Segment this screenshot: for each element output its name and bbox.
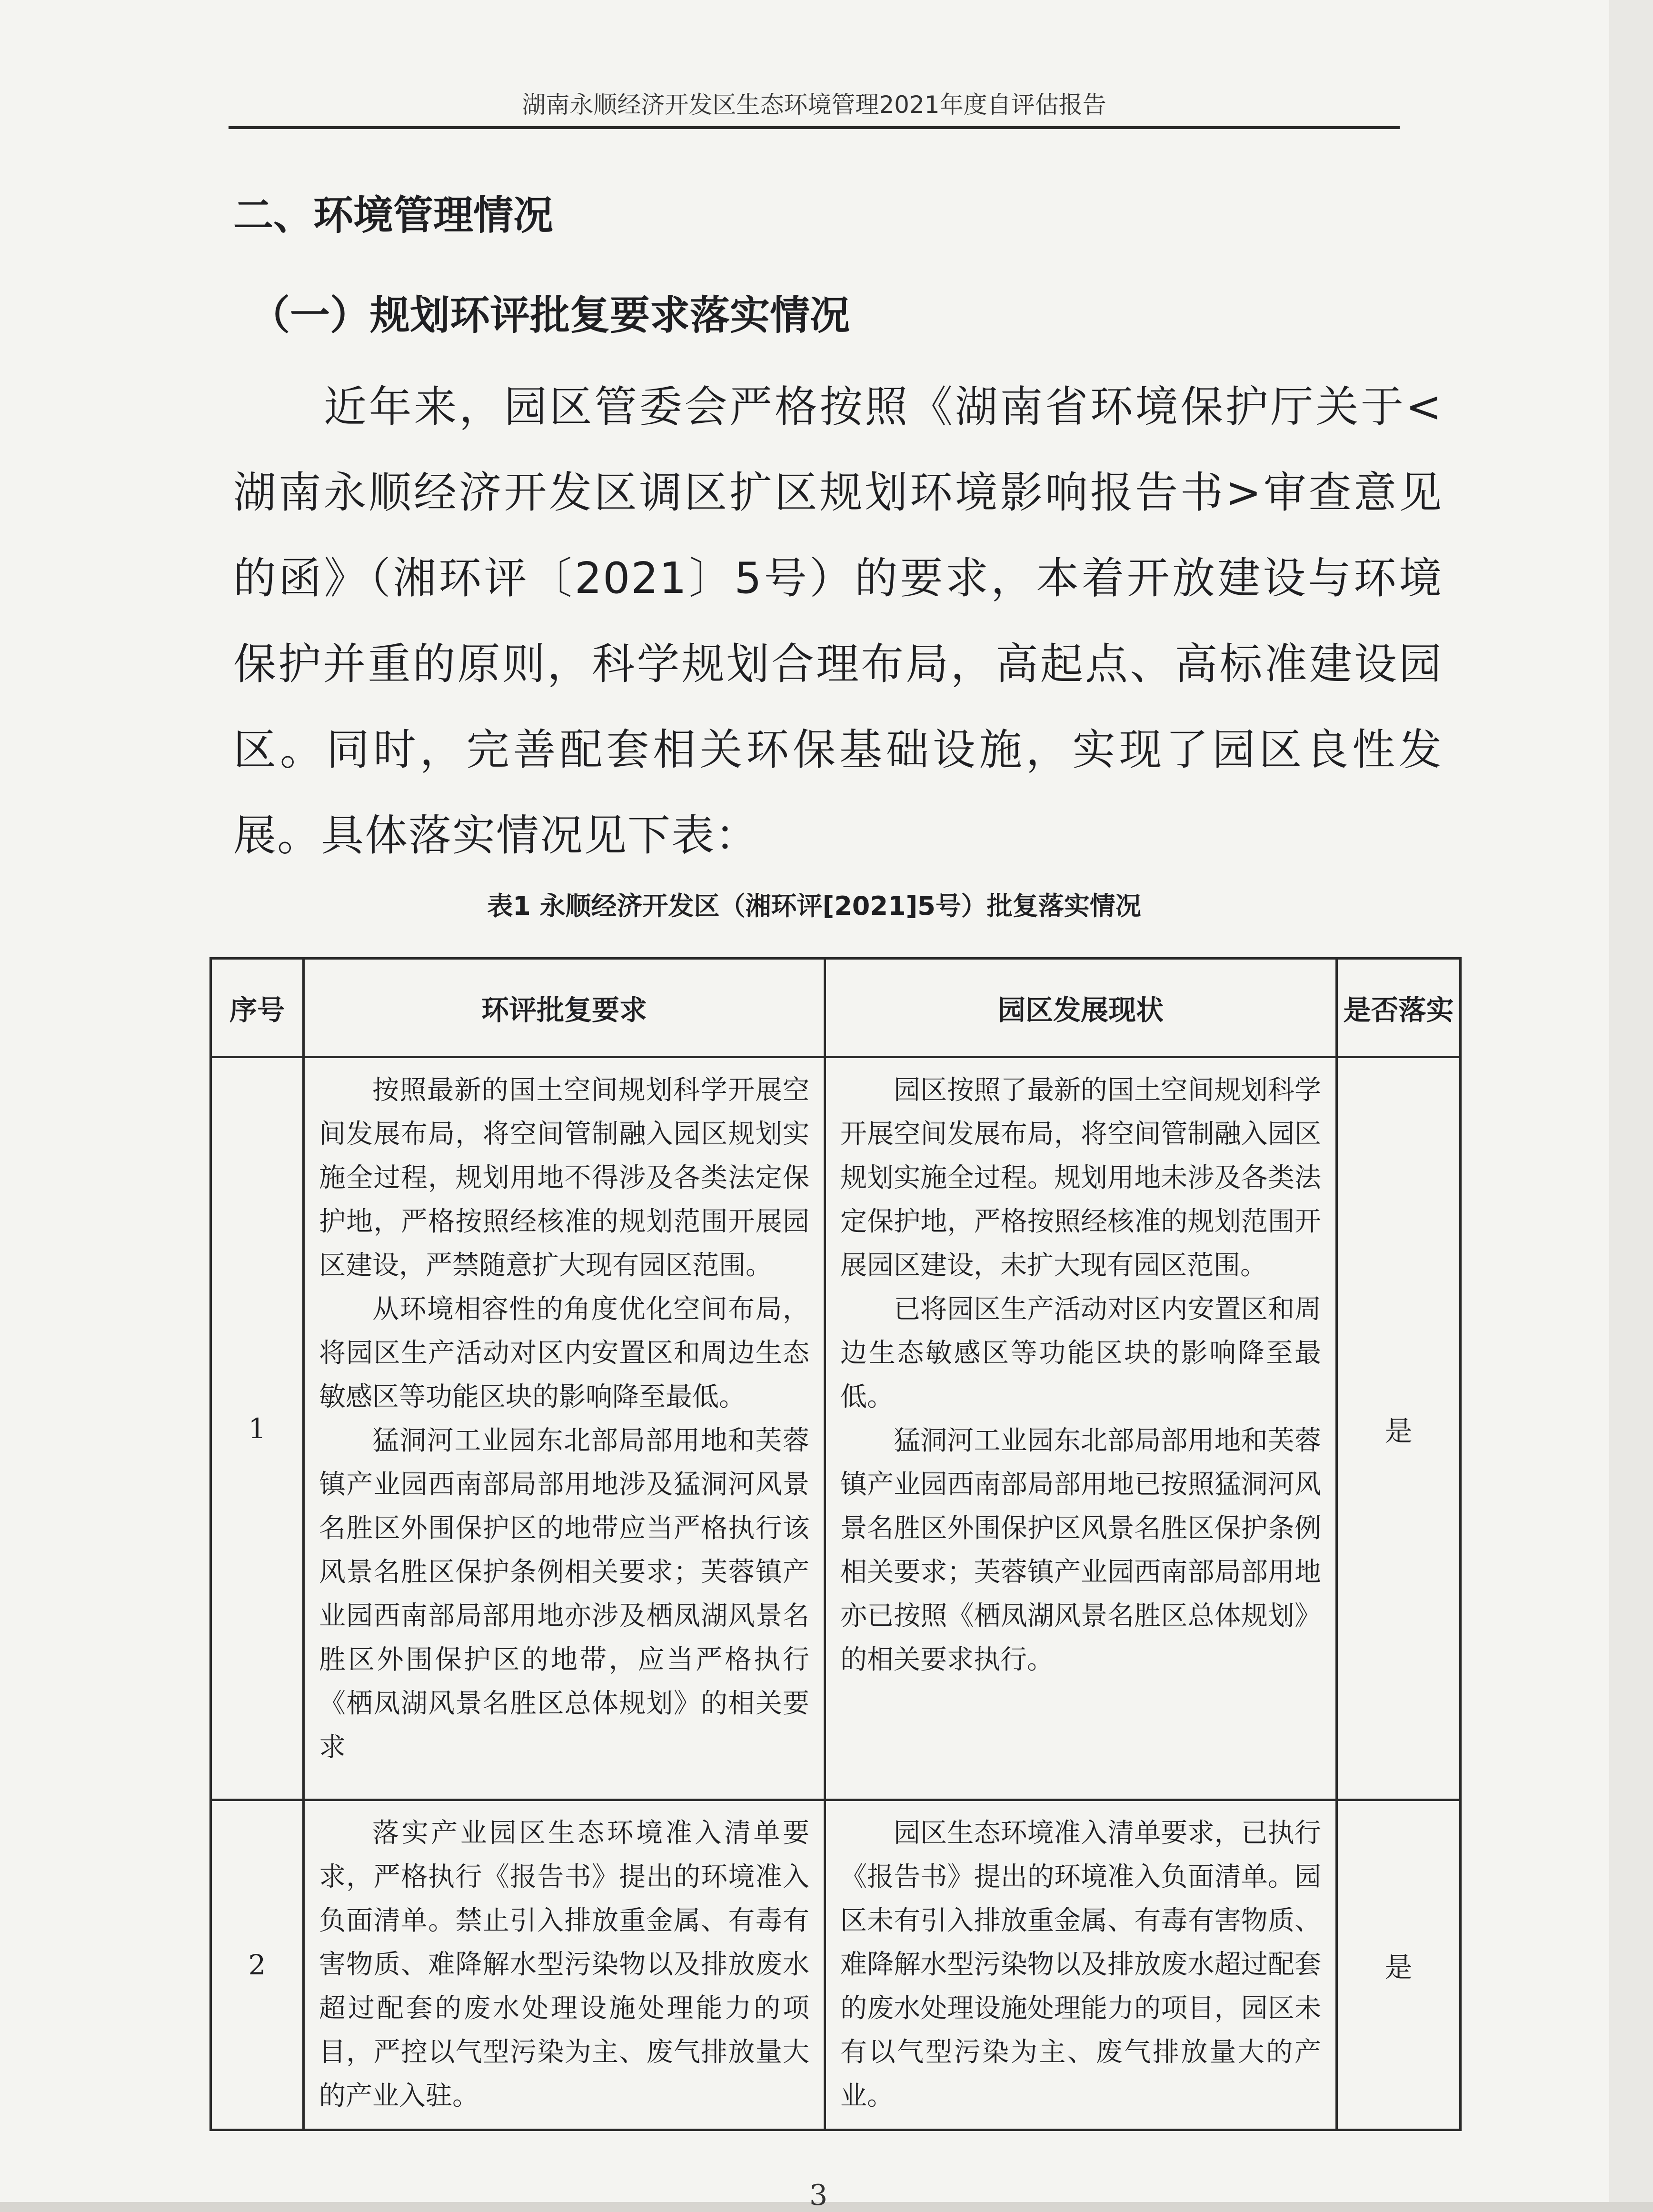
requirement-cell	[304, 1800, 825, 2130]
status-paragraph: 已将园区生产活动对区内安置区和周边生态敏感区等功能区块的影响降至最低。	[840, 1294, 1321, 1412]
requirement-cell	[304, 1057, 825, 1800]
header-no: 序号	[211, 959, 304, 1057]
table-row	[211, 1057, 1461, 1800]
status-paragraph: 园区按照了最新的国土空间规划科学开展空间发展布局，将空间管制融入园区规划实施全过程。规划用地未涉及各类法定保护地，严格按照经核准的规划范围开展园区建设，未扩大现有园区范围。	[840, 1075, 1321, 1281]
requirement-paragraph: 落实产业园区生态环境准入清单要求，严格执行《报告书》提出的环境准入负面清单。禁止引入排放重金属、有毒有害物质、难降解水型污染物以及排放废水超过配套的废水处理设施处理能力的项目，严控以气型污染为主、废气排放量大的产业入驻。	[319, 1818, 809, 2112]
table-row	[211, 1800, 1461, 2130]
header-status: 园区发展现状	[825, 959, 1337, 1057]
status-paragraph: 猛洞河工业园东北部局部用地和芙蓉镇产业园西南部局部用地已按照猛洞河风景名胜区外围保护区风景名胜区保护条例相关要求；芙蓉镇产业园西南部局部用地亦已按照《栖凤湖风景名胜区总体规划》的相关要求执行。	[840, 1425, 1321, 1675]
table-caption: 表1 永顺经济开发区（湘环评[2021]5号）批复落实情况	[487, 891, 1141, 921]
row-number: 1	[211, 1057, 304, 1800]
row-number: 2	[211, 1800, 304, 2130]
status-cell	[825, 1800, 1337, 2130]
status-paragraph: 园区生态环境准入清单要求，已执行《报告书》提出的环境准入负面清单。园区未有引入排放重金属、有毒有害物质、难降解水型污染物以及排放废水超过配套的废水处理设施处理能力的项目，园区未有以气型污染为主、废气排放量大的产业。	[840, 1818, 1321, 2112]
running-header: 湖南永顺经济开发区生态环境管理2021年度自评估报告	[522, 91, 1106, 119]
header-implemented: 是否落实	[1337, 959, 1461, 1057]
body-paragraph: 近年来，园区管委会严格按照《湖南省环境保护厅关于<湖南永顺经济开发区调区扩区规划环境影响报告书>审查意见的函》（湘环评〔2021〕5号）的要求，本着开放建设与环境保护并重的原则，科学规划合理布局，高起点、高标准建设园区。同时，完善配套相关环保基础设施，实现了园区良性发展。具体落实情况见下表：	[233, 382, 1443, 861]
implemented-cell: 是	[1337, 1057, 1461, 1800]
subsection-heading: （一）规划环评批复要求落实情况	[250, 292, 850, 339]
requirement-paragraph: 从环境相容性的角度优化空间布局，将园区生产活动对区内安置区和周边生态敏感区等功能区块的影响降至最低。	[319, 1294, 809, 1412]
section-heading: 二、环境管理情况	[233, 192, 554, 239]
page-number: 3	[809, 2179, 828, 2212]
requirement-paragraph: 按照最新的国土空间规划科学开展空间发展布局，将空间管制融入园区规划实施全过程，规划用地不得涉及各类法定保护地，严格按照经核准的规划范围开展园区建设，严禁随意扩大现有园区范围。	[319, 1075, 809, 1281]
requirement-paragraph: 猛洞河工业园东北部局部用地和芙蓉镇产业园西南部局部用地涉及猛洞河风景名胜区外围保护区的地带应当严格执行该风景名胜区保护条例相关要求；芙蓉镇产业园西南部局部用地亦涉及栖凤湖风景名胜区外围保护区的地带，应当严格执行《栖凤湖风景名胜区总体规划》的相关要求	[319, 1425, 809, 1763]
implementation-table	[209, 957, 1462, 2131]
header-requirement: 环评批复要求	[304, 959, 825, 1057]
header-rule	[229, 126, 1400, 129]
table-header-row	[211, 959, 1461, 1057]
implemented-cell: 是	[1337, 1800, 1461, 2130]
status-cell	[825, 1057, 1337, 1800]
